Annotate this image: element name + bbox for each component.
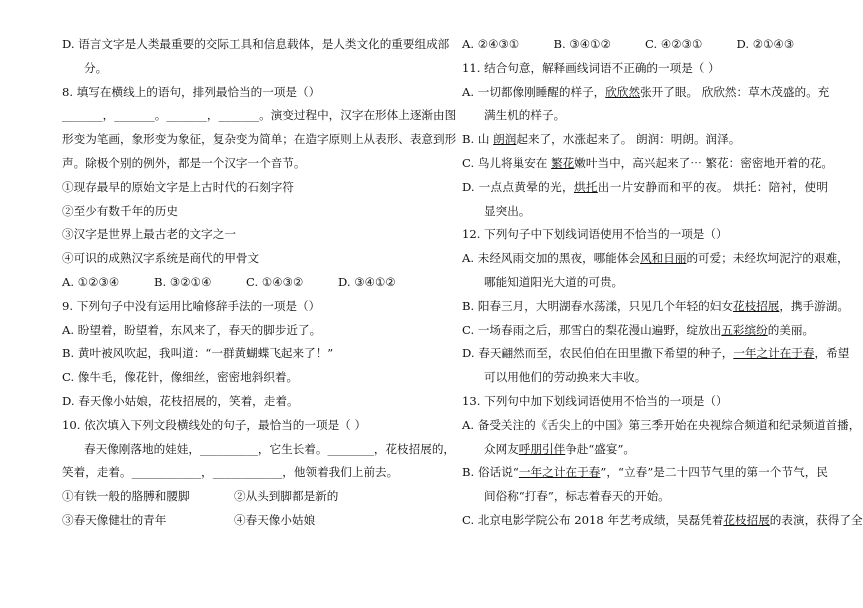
q8-option-d[interactable]: D. ③④①② [338, 274, 396, 289]
option-text: 众网友 [484, 441, 519, 456]
option-text: ，希望 [814, 346, 850, 361]
underlined-word: 一年之计在于春 [518, 465, 601, 480]
q8-passage-line: _______，_______。_______，_______。演变过程中，汉字在形体上逐渐由图 [62, 108, 457, 123]
q12-option-a-continued: 哪能知道阳光大道的可贵。 [484, 274, 624, 289]
q9-option-c[interactable]: C. 像牛毛，像花针，像细丝，密密地斜织着。 [62, 370, 299, 385]
q9-option-d[interactable]: D. 春天像小姑娘，花枝招展的，笑着，走着。 [62, 393, 299, 408]
option-text: 出一片安静而和平的夜。 烘托：陪衬，使明 [597, 179, 828, 194]
q13-option-b[interactable] [462, 461, 828, 485]
option-text: ，携手游湖。 [779, 298, 849, 313]
option-text: B. 山 [462, 132, 494, 147]
q13-option-b-continued: 间俗称“打春”，标志着春天的开始。 [484, 489, 670, 504]
q8-item: ③汉字是世界上最古老的文字之一 [62, 227, 236, 242]
underlined-word: 五彩缤纷 [721, 322, 768, 337]
underlined-word: 繁花 [551, 155, 575, 170]
underlined-word: 欣欣然 [605, 84, 641, 99]
q8-option-c[interactable]: C. ①④③② [246, 274, 304, 289]
option-text: D. 一点点黄晕的光， [462, 179, 574, 194]
q8-item: ②至少有数千年的历史 [62, 203, 178, 218]
q10-stem: 10. 依次填入下列文段横线处的句子，最恰当的一项是（ ） [62, 417, 367, 432]
option-text: 争赴“盛宴”。 [565, 441, 636, 456]
underlined-word: 风和日丽 [640, 251, 687, 266]
q10-item: ①有铁一般的胳膊和腰脚 [62, 489, 190, 504]
q13-stem: 13. 下列句中加下划线词语使用不恰当的一项是（） [462, 393, 728, 408]
option-text: B. 俗话说“ [462, 465, 519, 480]
q10-passage-line: 春天像刚落地的娃娃，__________，它生长着。________，花枝招展的， [84, 441, 456, 456]
q10-options [462, 33, 828, 57]
underlined-word: 烘托 [573, 179, 598, 194]
q8-item: ①现存最早的原始文字是上古时代的石刻字符 [62, 179, 294, 194]
underlined-word: 花枝招展 [723, 512, 770, 527]
q10-item: ②从头到脚都是新的 [234, 489, 339, 504]
option-text: A. 未经风雨交加的黑夜，哪能体会 [462, 251, 641, 266]
option-text: 的表演，获得了全 [769, 512, 863, 527]
q8-passage-line: 形变为笔画，象形变为象征，复杂变为简单；在造字原则上从表形、表意到形 [62, 132, 457, 147]
q11-option-c[interactable] [462, 152, 834, 176]
q8-stem: 8. 填写在横线上的语句，排列最恰当的一项是（） [62, 84, 321, 99]
option-text: C. 北京电影学院公布 2018 年艺考成绩，吴磊凭着 [462, 512, 724, 527]
q13-option-a-continued [462, 438, 828, 462]
q12-stem: 12. 下列句子中下划线词语使用不恰当的一项是（） [462, 227, 728, 242]
q9-option-a[interactable]: A. 盼望着，盼望着，东风来了，春天的脚步近了。 [62, 322, 322, 337]
option-text: B. 阳春三月，大明湖春水荡漾，只见几个年轻的妇女 [462, 298, 733, 313]
q10-option-d[interactable]: D. ②①④③ [736, 37, 795, 51]
underlined-word: 呼朋引伴 [518, 441, 566, 456]
q10-item: ③春天像健壮的青年 [62, 512, 167, 527]
left-column [62, 33, 457, 533]
q10-option-c[interactable]: C. ④②③① [645, 37, 703, 51]
option-text: 的美丽。 [767, 322, 815, 337]
q7-option-d-continued: 分。 [84, 60, 108, 75]
option-text: 的可爱；未经坎坷泥泞的艰难， [686, 251, 849, 266]
option-text: 张开了眼。 欣欣然：草木茂盛的。充 [640, 84, 830, 99]
q8-item: ④可识的成熟汉字系统是商代的甲骨文 [62, 251, 260, 266]
option-text: D. 春天翩然而至，农民伯伯在田里撒下希望的种子， [462, 346, 734, 361]
q9-stem: 9. 下列句子中没有运用比喻修辞手法的一项是（） [62, 298, 321, 313]
q10-option-a[interactable]: A. ②④③① [462, 37, 520, 51]
underlined-word: 一年之计在于春 [733, 346, 815, 361]
q7-option-d: D. 语言文字是人类最重要的交际工具和信息载体，是人类文化的重要组成部 [62, 37, 450, 51]
q11-option-b[interactable] [462, 128, 828, 152]
q10-items-row [62, 485, 430, 509]
q12-option-d-continued: 可以用他们的劳动换来大丰收。 [484, 370, 647, 385]
q10-items-row [62, 509, 430, 533]
q11-option-d-continued: 显突出。 [484, 203, 531, 218]
q9-option-b[interactable]: B. 黄叶被风吹起，我叫道：“一群黄蝴蝶飞起来了！” [62, 346, 334, 361]
right-column [462, 33, 863, 533]
q11-option-a-continued: 满生机的样子。 [484, 108, 566, 123]
q8-option-b[interactable]: B. ③②①④ [154, 274, 212, 289]
q11-option-d[interactable] [462, 176, 828, 200]
q11-stem: 11. 结合句意，解释画线词语不正确的一项是（ ） [462, 60, 720, 75]
option-text: A. 一切都像刚睡醒的样子， [462, 84, 606, 99]
q12-option-c[interactable] [462, 319, 828, 343]
option-text: 嫩叶当中，高兴起来了⋯ 繁花：密密地开着的花。 [574, 155, 834, 170]
q8-passage-line: 声。除极个别的例外，都是一个汉字一个音节。 [62, 155, 306, 170]
q12-option-d[interactable] [462, 342, 850, 366]
q8-option-a[interactable]: A. ①②③④ [62, 274, 120, 289]
q12-option-b[interactable] [462, 295, 849, 319]
q10-passage-line: 笑着，走着。____________，____________，他领着我们上前去。 [62, 465, 399, 480]
q13-option-a[interactable]: A. 备受关注的《舌尖上的中国》第三季开始在央视综合频道和纪录频道首播， [462, 417, 861, 432]
q8-options [62, 271, 430, 295]
option-text: C. 鸟儿将巢安在 [462, 155, 552, 170]
q10-item: ④春天像小姑娘 [234, 512, 316, 527]
option-text: C. 一场春雨之后，那雪白的梨花漫山遍野，绽放出 [462, 322, 722, 337]
q13-option-c[interactable] [462, 509, 863, 533]
option-text: ”，“立春”是二十四节气里的第一个节气，民 [600, 465, 828, 480]
option-text: 起来了，水涨起来了。 朗润：明朗。润泽。 [516, 132, 741, 147]
underlined-word: 朗润 [493, 132, 517, 147]
q10-option-b[interactable]: B. ③④①② [553, 37, 611, 51]
q11-option-a[interactable] [462, 81, 828, 105]
q12-option-a[interactable] [462, 247, 849, 271]
underlined-word: 花枝招展 [732, 298, 780, 313]
